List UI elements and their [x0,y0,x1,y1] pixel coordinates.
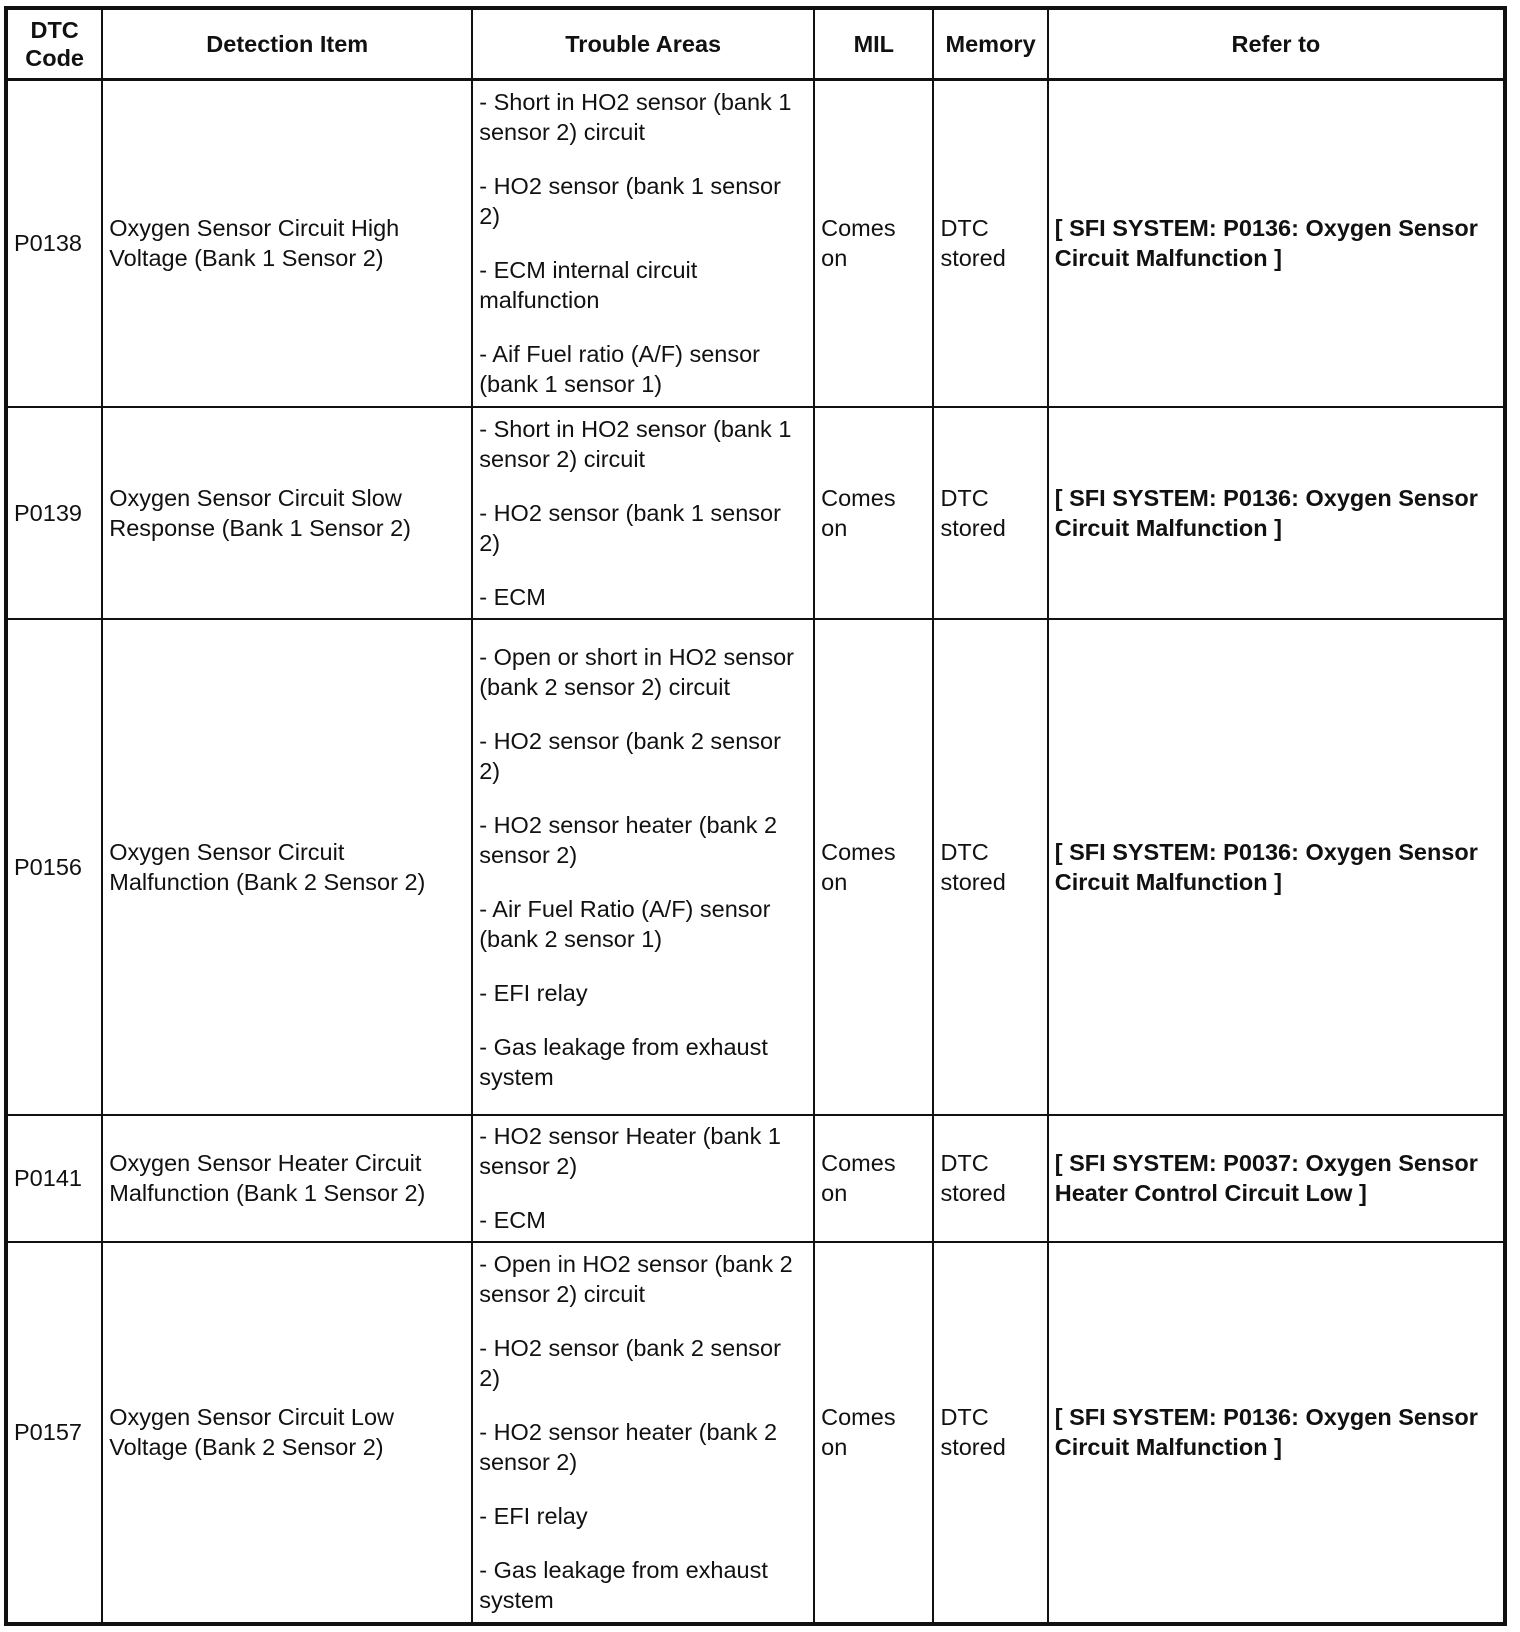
trouble-areas-cell [472,1115,814,1242]
trouble-area-item: - HO2 sensor (bank 1 sensor 2) [479,499,781,556]
detection-item-cell: Oxygen Sensor Circuit Malfunction (Bank 2 Sensor 2) [102,619,472,1115]
dtc-table [4,6,1507,1626]
trouble-area-item: - EFI relay [479,1503,588,1529]
dtc-code-cell: P0156 [6,619,102,1115]
mil-cell: Comes on [814,619,933,1115]
trouble-area-item: - Aif Fuel ratio (A/F) sensor (bank 1 sensor 1) [479,341,761,398]
trouble-area-item: - Open or short in HO2 sensor (bank 2 sensor 2) circuit [479,643,795,700]
trouble-area-item: - EFI relay [479,979,588,1006]
refer-to-cell: [ SFI SYSTEM: P0136: Oxygen Sensor Circuit Malfunction ] [1048,80,1505,407]
header-refer-to: Refer to [1048,8,1505,80]
trouble-area-item: - Short in HO2 sensor (bank 1 sensor 2) circuit [479,89,792,146]
header-row [6,8,1505,80]
header-memory: Memory [933,8,1047,80]
dtc-code-cell: P0138 [6,80,102,407]
table-row [6,407,1505,619]
mil-cell: Comes on [814,407,933,619]
table-body [6,80,1505,1624]
mil-cell: Comes on [814,80,933,407]
trouble-area-item: - HO2 sensor (bank 1 sensor 2) [479,173,781,230]
memory-cell: DTC stored [933,1242,1047,1624]
memory-cell: DTC stored [933,80,1047,407]
detection-item-cell: Oxygen Sensor Circuit Slow Response (Bank 1 Sensor 2) [102,407,472,619]
table-row [6,619,1505,1115]
trouble-area-item: - HO2 sensor (bank 2 sensor 2) [479,1335,781,1391]
refer-to-cell: [ SFI SYSTEM: P0136: Oxygen Sensor Circuit Malfunction ] [1048,1242,1505,1624]
memory-cell: DTC stored [933,1115,1047,1242]
mil-cell: Comes on [814,1115,933,1242]
trouble-area-item: - Gas leakage from exhaust system [479,1557,768,1613]
mil-cell: Comes on [814,1242,933,1624]
trouble-area-item: - ECM internal circuit malfunction [479,257,698,314]
table-header [6,8,1505,80]
dtc-code-cell: P0141 [6,1115,102,1242]
dtc-table-sheet [4,6,1507,1626]
trouble-area-item: - ECM [479,1207,546,1233]
trouble-area-item: - Open in HO2 sensor (bank 2 sensor 2) circuit [479,1251,793,1307]
table-row [6,80,1505,407]
trouble-area-item: - HO2 sensor heater (bank 2 sensor 2) [479,811,778,868]
refer-to-cell: [ SFI SYSTEM: P0037: Oxygen Sensor Heater Control Circuit Low ] [1048,1115,1505,1242]
refer-to-cell: [ SFI SYSTEM: P0136: Oxygen Sensor Circuit Malfunction ] [1048,407,1505,619]
memory-cell: DTC stored [933,619,1047,1115]
trouble-area-item: - Short in HO2 sensor (bank 1 sensor 2) circuit [479,415,792,472]
memory-cell: DTC stored [933,407,1047,619]
header-dtc-code: DTC Code [6,8,102,80]
detection-item-cell: Oxygen Sensor Heater Circuit Malfunction (Bank 1 Sensor 2) [102,1115,472,1242]
trouble-areas-cell [472,407,814,619]
trouble-area-item: - ECM [479,583,546,610]
trouble-area-item: - HO2 sensor heater (bank 2 sensor 2) [479,1419,778,1475]
header-mil: MIL [814,8,933,80]
table-row [6,1115,1505,1242]
trouble-areas-cell [472,619,814,1115]
trouble-area-item: - HO2 sensor Heater (bank 1 sensor 2) [479,1123,781,1179]
detection-item-cell: Oxygen Sensor Circuit Low Voltage (Bank 2 Sensor 2) [102,1242,472,1624]
trouble-areas-cell [472,80,814,407]
trouble-areas-cell [472,1242,814,1624]
dtc-code-cell: P0157 [6,1242,102,1624]
header-trouble-areas: Trouble Areas [472,8,814,80]
header-detection-item: Detection Item [102,8,472,80]
dtc-code-cell: P0139 [6,407,102,619]
table-row [6,1242,1505,1624]
refer-to-cell: [ SFI SYSTEM: P0136: Oxygen Sensor Circuit Malfunction ] [1048,619,1505,1115]
trouble-area-item: - HO2 sensor (bank 2 sensor 2) [479,727,781,784]
trouble-area-item: - Gas leakage from exhaust system [479,1033,768,1090]
detection-item-cell: Oxygen Sensor Circuit High Voltage (Bank 1 Sensor 2) [102,80,472,407]
trouble-area-item: - Air Fuel Ratio (A/F) sensor (bank 2 sensor 1) [479,895,771,952]
